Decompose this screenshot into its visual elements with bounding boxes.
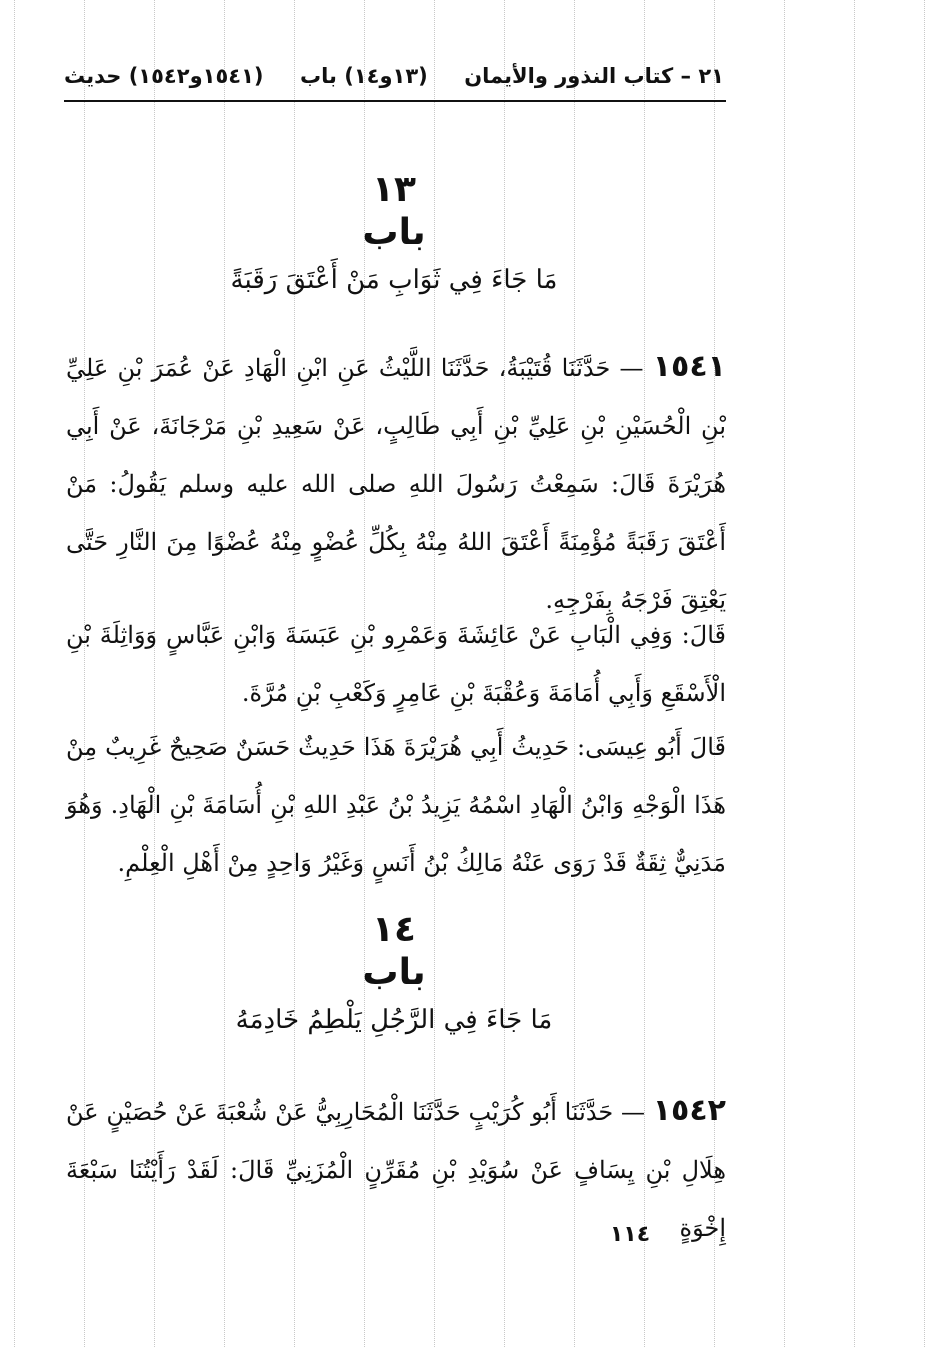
abu-isa-text: قَالَ أَبُو عِيسَى: حَدِيثُ أَبِي هُرَيْرَةَ هَذَا حَدِيثٌ حَسَنٌ صَحِيحٌ غَرِيبٌ مِنْ هَذَا الْوَجْهِ وَابْنُ الْهَادِ اسْمُهُ يَزِيدُ بْنُ عَبْدِ اللهِ بْنِ أُسَامَةَ بْنِ الْهَادِ. وَهُوَ مَدَنِيٌّ ثِقَةٌ قَدْ رَوَى عَنْهُ مَالِكُ بْنُ أَنَسٍ وَغَيْرُ وَاحِدٍ مِنْ أَهْلِ الْعِلْمِ. bbox=[66, 733, 726, 877]
dotted-guide-line bbox=[14, 0, 15, 1347]
hadith-number: ١٥٤١ bbox=[652, 349, 726, 384]
section-14-heading bbox=[64, 910, 724, 1040]
page-number: ١١٤ bbox=[609, 1222, 651, 1247]
bab-note bbox=[66, 606, 726, 722]
section-13-heading bbox=[64, 170, 724, 300]
section-number: ١٣ bbox=[372, 169, 416, 210]
dotted-guide-line bbox=[854, 0, 855, 1347]
section-label: باب bbox=[362, 952, 426, 993]
header-book-title: ٢١ – كتاب النذور والأيمان bbox=[464, 64, 724, 88]
section-title: مَا جَاءَ فِي الرَّجُلِ يَلْطِمُ خَادِمَهُ bbox=[235, 1005, 553, 1035]
section-title: مَا جَاءَ فِي ثَوَابِ مَنْ أَعْتَقَ رَقَبَةً bbox=[230, 265, 558, 295]
section-number: ١٤ bbox=[372, 909, 416, 950]
dotted-guide-line bbox=[784, 0, 785, 1347]
section-label: باب bbox=[362, 212, 426, 253]
header-rule bbox=[64, 100, 726, 102]
hadith-1541-text bbox=[66, 338, 726, 629]
abu-isa-comment bbox=[66, 718, 726, 892]
header-hadith-range: (١٥٤١و١٥٤٢) حديث bbox=[64, 64, 264, 88]
bab-note-text: قَالَ: وَفِي الْبَابِ عَنْ عَائِشَةَ وَعَمْرِو بْنِ عَبَسَةَ وَابْنِ عَبَّاسٍ وَوَاثِلَةَ بْنِ الْأَسْقَعِ وَأَبِي أُمَامَةَ وَعُقْبَةَ بْنِ عَامِرٍ وَكَعْبِ بْنِ مُرَّةَ. bbox=[66, 621, 726, 707]
header-bab-range: (١٣و١٤) باب bbox=[300, 64, 428, 88]
hadith-number: ١٥٤٢ bbox=[652, 1093, 726, 1128]
dotted-guide-line bbox=[924, 0, 925, 1347]
hadith-body: — حَدَّثَنَا أَبُو كُرَيْبٍ حَدَّثَنَا الْمُحَارِبِيُّ عَنْ شُعْبَةَ عَنْ حُصَيْنٍ عَنْ هِلَالِ بْنِ يِسَافٍ عَنْ سُوَيْدِ بْنِ مُقَرِّنٍ الْمُزَنِيِّ قَالَ: لَقَدْ رَأَيْتُنَا سَبْعَةَ إِخْوَةٍ bbox=[66, 1098, 726, 1242]
hadith-body: — حَدَّثَنَا قُتَيْبَةُ، حَدَّثَنَا اللَّيْثُ عَنِ ابْنِ الْهَادِ عَنْ عُمَرَ بْنِ عَلِيِّ بْنِ الْحُسَيْنِ بْنِ عَلِيِّ بْنِ أَبِي طَالِبٍ، عَنْ سَعِيدِ بْنِ مَرْجَانَةَ، عَنْ أَبِي هُرَيْرَةَ قَالَ: سَمِعْتُ رَسُولَ اللهِ صلى الله عليه وسلم يَقُولُ: مَنْ أَعْتَقَ رَقَبَةً مُؤْمِنَةً أَعْتَقَ اللهُ مِنْهُ بِكُلِّ عُضْوٍ مِنْهُ عُضْوًا مِنَ النَّارِ حَتَّى يَعْتِقَ فَرْجَهُ بِفَرْجِهِ. bbox=[66, 354, 726, 614]
running-header bbox=[64, 58, 724, 94]
